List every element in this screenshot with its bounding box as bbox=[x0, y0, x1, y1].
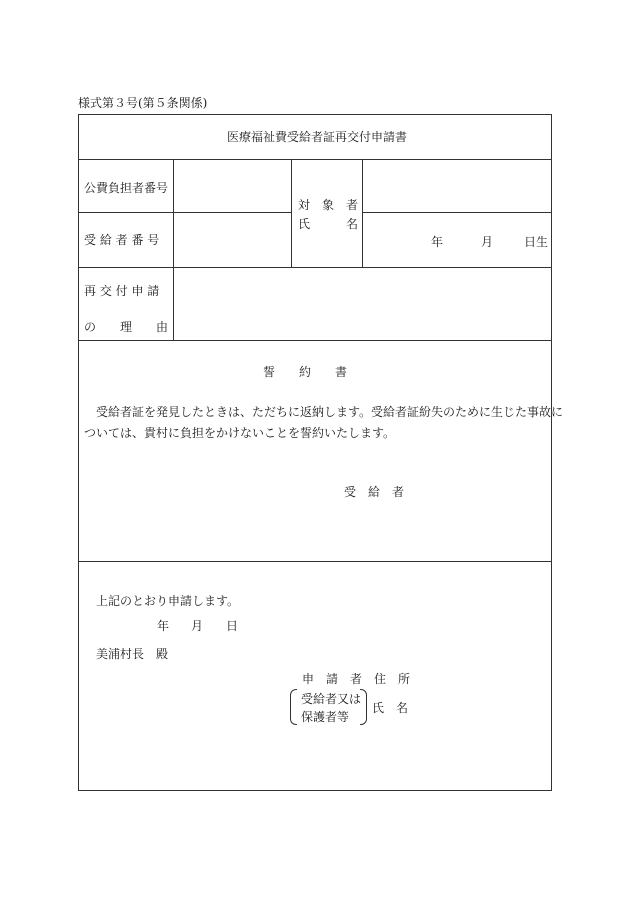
reason-label-line1: 再 交 付 申 請 bbox=[84, 284, 160, 298]
bracket-right bbox=[360, 689, 367, 725]
application-statement: 上記のとおり申請します。 bbox=[96, 594, 240, 608]
applicant-address-label: 申 請 者 住 所 bbox=[302, 672, 411, 686]
divider bbox=[78, 159, 552, 160]
divider bbox=[291, 159, 292, 267]
birth-month-label: 月 bbox=[481, 235, 494, 249]
date-day-label: 日 bbox=[226, 619, 239, 633]
pledge-heading: 誓 約 書 bbox=[263, 365, 348, 379]
divider bbox=[78, 561, 552, 562]
divider bbox=[173, 159, 174, 267]
divider bbox=[362, 159, 363, 267]
pledge-body-line1: 受給者証を発見したときは、ただちに返納します。受給者証紛失のために生じた事故に bbox=[96, 405, 564, 419]
pledge-body-line2: ついては、貴村に負担をかけないことを誓約いたします。 bbox=[84, 426, 396, 440]
reason-field[interactable] bbox=[176, 270, 549, 338]
form-title: 医療福祉費受給者証再交付申請書 bbox=[227, 130, 408, 144]
bracket-line2: 保護者等 bbox=[301, 710, 350, 724]
divider bbox=[173, 267, 174, 340]
birth-day-label: 日生 bbox=[524, 235, 549, 249]
date-month-label: 月 bbox=[191, 619, 204, 633]
bracket-left bbox=[290, 689, 297, 725]
divider bbox=[362, 212, 552, 213]
application-form bbox=[78, 114, 552, 791]
public-payer-number-label: 公費負担者番号 bbox=[84, 181, 169, 195]
subject-name-field[interactable] bbox=[365, 162, 549, 210]
pledge-signer-label: 受 給 者 bbox=[344, 485, 405, 499]
divider bbox=[78, 267, 552, 268]
reason-label-line2: の 理 由 bbox=[84, 320, 169, 334]
addressee: 美浦村長 殿 bbox=[96, 647, 169, 661]
recipient-number-label: 受 給 者 番 号 bbox=[84, 233, 160, 247]
birth-year-label: 年 bbox=[431, 235, 444, 249]
bracket-line1: 受給者又は bbox=[301, 692, 362, 706]
divider bbox=[78, 212, 291, 213]
form-label: 様式第３号(第５条関係) bbox=[78, 96, 208, 110]
applicant-name-label: 氏 名 bbox=[372, 701, 409, 715]
date-year-label: 年 bbox=[157, 619, 170, 633]
divider bbox=[78, 340, 552, 341]
subject-label-line1: 対 象 者 bbox=[298, 198, 359, 212]
recipient-number-field[interactable] bbox=[176, 215, 288, 265]
public-payer-number-field[interactable] bbox=[176, 162, 288, 210]
subject-label-line2: 氏 名 bbox=[298, 217, 359, 231]
